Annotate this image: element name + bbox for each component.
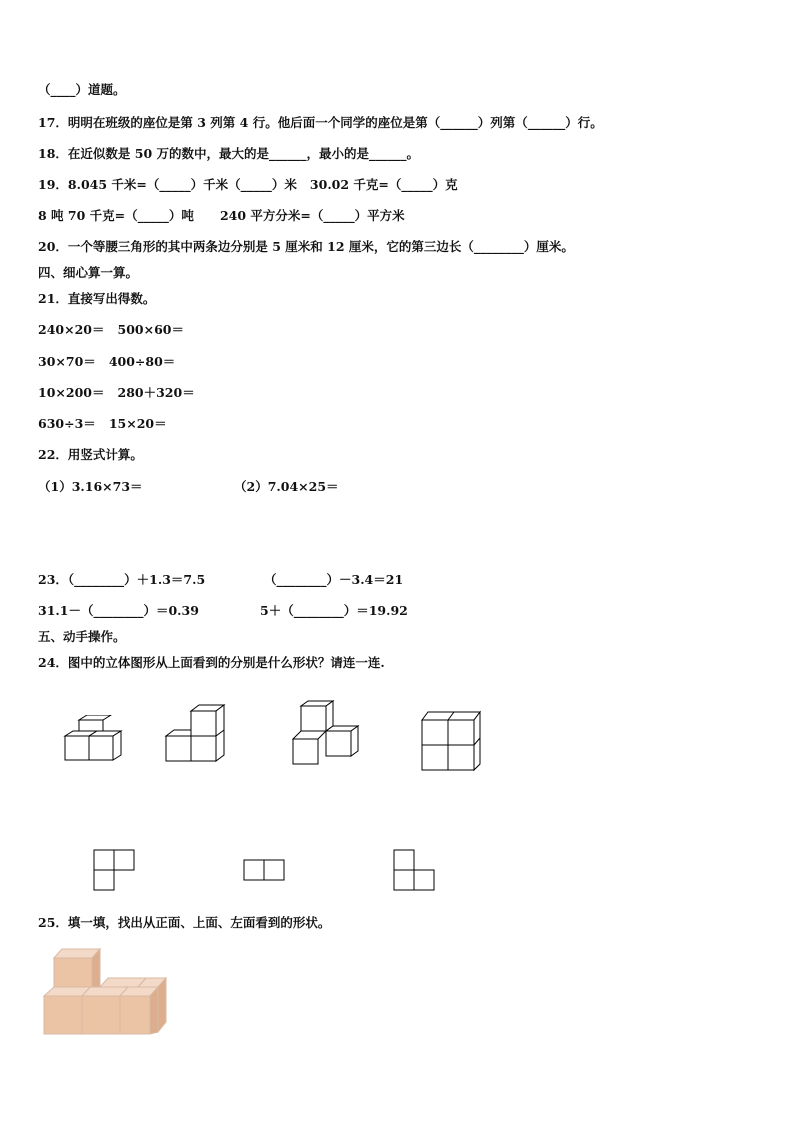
section-4-heading: 四、细心算一算。 [38, 265, 139, 280]
question-23-c: 31.1－（________）＝0.39 [38, 603, 199, 618]
question-17: 17．明明在班级的座位是第 3 列第 4 行。他后面一个同学的座位是第（______）列第（______）行。 [38, 115, 603, 130]
question-19-line-1: 19．8.045 千米=（_____）千米（_____）米 30.02 千克=（_____）克 [38, 177, 458, 192]
question-25: 25．填一填，找出从正面、上面、左面看到的形状。 [38, 915, 331, 930]
solid-figure-2 [163, 700, 233, 766]
top-view-shape-a [92, 848, 138, 892]
question-23-d: 5＋（________）＝19.92 [260, 603, 408, 618]
question-22-part-2: （2）7.04×25＝ [234, 479, 339, 494]
calc-row-1: 240×20＝ 500×60＝ [38, 322, 184, 337]
calc-row-4: 630÷3＝ 15×20＝ [38, 416, 167, 431]
question-20: 20．一个等腰三角形的其中两条边分别是 5 厘米和 12 厘米，它的第三边长（________）厘米。 [38, 239, 574, 254]
question-18: 18．在近似数是 50 万的数中，最大的是______，最小的是______。 [38, 146, 419, 161]
question-21: 21．直接写出得数。 [38, 291, 156, 306]
solid-figure-3 [290, 697, 362, 769]
question-23-a: 23．（________）＋1.3＝7.5 [38, 572, 206, 587]
top-view-shape-c [392, 848, 438, 892]
question-16-tail: （____）道题。 [38, 82, 126, 97]
question-22: 22．用竖式计算。 [38, 447, 143, 462]
section-5-heading: 五、动手操作。 [38, 629, 126, 644]
calc-row-2: 30×70＝ 400÷80＝ [38, 354, 176, 369]
cube-stack-figure [40, 944, 175, 1038]
solid-figure-4 [418, 708, 484, 774]
question-24: 24．图中的立体图形从上面看到的分别是什么形状？请连一连. [38, 655, 385, 670]
top-view-shape-b [242, 858, 288, 882]
calc-row-3: 10×200＝ 280＋320＝ [38, 385, 195, 400]
solid-figure-1 [62, 715, 132, 765]
question-22-part-1: （1）3.16×73＝ [38, 479, 143, 494]
question-23-b: （________）－3.4＝21 [264, 572, 404, 587]
question-19-line-2: 8 吨 70 千克=（_____）吨 240 平方分米=（_____）平方米 [38, 208, 405, 223]
